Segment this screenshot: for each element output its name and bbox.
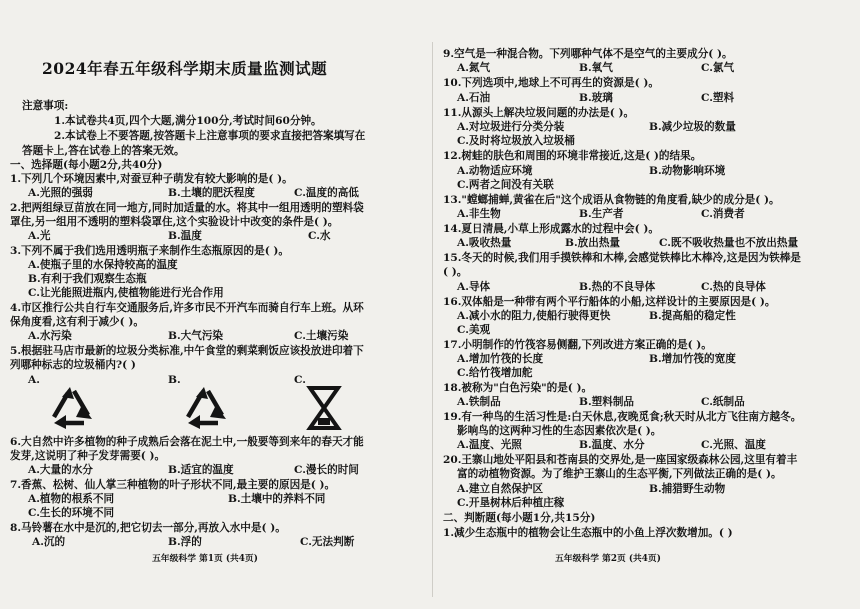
q1-option-a: A.光照的强弱	[28, 187, 93, 199]
question-15-cont: ( )。	[443, 266, 468, 278]
q2-option-b: B.温度	[168, 230, 202, 242]
q18-option-b: B.塑料制品	[579, 396, 635, 408]
q7-option-c: C.生长的环境不同	[28, 507, 115, 519]
q1-option-b: B.土壤的肥沃程度	[168, 187, 255, 199]
question-7: 7.香蕉、松树、仙人掌三种植物的叶子形状不同,最主要的原因是( )。	[10, 479, 336, 491]
question-4-cont: 保角度看,这有利于减少( )。	[10, 316, 144, 328]
q9-option-a: A.氮气	[457, 62, 491, 74]
question-14: 14.夏日清晨,小草上形成露水的过程中会( )。	[443, 223, 659, 235]
q9-option-b: B.氧气	[579, 62, 613, 74]
q5-option-a: A.	[28, 374, 40, 386]
note-line: 1.本试卷共4页,四个大题,满分100分,考试时间60分钟。	[54, 115, 322, 127]
q1-option-c: C.温度的高低	[294, 187, 359, 199]
question-19: 19.有一种鸟的生活习性是:白天休息,夜晚觅食;秋天时从北方飞往南方越冬。	[443, 411, 802, 423]
question-8: 8.马铃薯在水中是沉的,把它切去一部分,再放入水中是( )。	[10, 522, 286, 534]
q8-option-c: C.无法判断	[300, 536, 355, 548]
q18-option-c: C.纸制品	[701, 396, 745, 408]
q17-option-c: C.给竹筏增加舵	[457, 367, 533, 379]
question-3: 3.下列不属于我们选用透明瓶子来制作生态瓶原因的是( )。	[10, 245, 290, 257]
question-15: 15.冬天的时候,我们用手摸铁棒和木棒,会感觉铁棒比木棒冷,这是因为铁棒是	[443, 252, 801, 264]
q12-option-b: B.动物影响环境	[649, 165, 726, 177]
q8-option-b: B.浮的	[168, 536, 202, 548]
q14-option-c: C.既不吸收热量也不放出热量	[659, 237, 799, 249]
q15-option-b: B.热的不良导体	[579, 281, 656, 293]
q19-option-b: B.温度、水分	[579, 439, 645, 451]
column-divider	[432, 42, 433, 597]
q19-option-a: A.温度、光照	[457, 439, 522, 451]
q6-option-a: A.大量的水分	[28, 464, 93, 476]
q7-option-a: A.植物的根系不同	[28, 493, 115, 505]
q7-option-b: B.土壤中的养料不同	[228, 493, 326, 505]
q15-option-c: C.热的良导体	[701, 281, 766, 293]
question-17: 17.小明制作的竹筏容易侧翻,下列改进方案正确的是( )。	[443, 339, 712, 351]
q20-option-c: C.开垦树林后种植庄稼	[457, 497, 565, 509]
question-13: 13."螳螂捕蝉,黄雀在后"这个成语从食物链的角度看,缺少的成分是( )。	[443, 194, 780, 206]
page-footer: 五年级科学 第1页 (共4页)	[152, 554, 258, 564]
q13-option-b: B.生产者	[579, 208, 624, 220]
question-16: 16.双体船是一种带有两个平行船体的小船,这样设计的主要原因是( )。	[443, 296, 776, 308]
question-5: 5.根据驻马店市最新的垃圾分类标准,中午食堂的剩菜剩饭应该投放进印着下	[10, 345, 364, 357]
q12-option-a: A.动物适应环境	[457, 165, 533, 177]
question-18: 18.被称为"白色污染"的是( )。	[443, 382, 593, 394]
section-heading: 二、判断题(每小题1分,共15分)	[443, 512, 596, 524]
question-6: 6.大自然中许多植物的种子成熟后会落在泥土中,一般要等到来年的春天才能	[10, 436, 364, 448]
question-2: 2.把两组绿豆苗放在同一地方,同时加适量的水。将其中一组用透明的塑料袋	[10, 202, 364, 214]
question-20-cont: 富的动植物资源。为了维护王寨山的生态平衡,下列做法正确的是( )。	[457, 468, 782, 480]
notes-heading: 注意事项:	[22, 100, 69, 112]
q10-option-c: C.塑料	[701, 92, 735, 104]
page-footer: 五年级科学 第2页 (共4页)	[555, 554, 661, 564]
q12-option-c: C.两者之间没有关联	[457, 179, 554, 191]
q10-option-b: B.玻璃	[579, 92, 613, 104]
question-20: 20.王寨山地处平阳县和苍南县的交界处,是一座国家级森林公园,这里有着丰	[443, 454, 798, 466]
q9-option-c: C.氯气	[701, 62, 735, 74]
question-9: 9.空气是一种混合物。下列哪种气体不是空气的主要成分( )。	[443, 48, 733, 60]
q4-option-b: B.大气污染	[168, 330, 224, 342]
q6-option-c: C.漫长的时间	[294, 464, 359, 476]
question-19-cont: 影响鸟的这两种习性的生态因素依次是( )。	[457, 425, 662, 437]
q6-option-b: B.适宜的温度	[168, 464, 234, 476]
question-1: 1.下列几个环境因素中,对蚕豆种子萌发有较大影响的是( )。	[10, 173, 293, 185]
note-line: 2.本试卷上不要答题,按答题卡上注意事项的要求直接把答案填写在	[54, 130, 366, 142]
hazardous-waste-icon	[304, 384, 344, 432]
q2-option-a: A.光	[28, 230, 51, 242]
q17-option-b: B.增加竹筏的宽度	[649, 353, 736, 365]
q14-option-a: A.吸收热量	[457, 237, 512, 249]
section-heading: 一、选择题(每小题2分,共40分)	[10, 159, 163, 171]
question-11: 11.从源头上解决垃圾问题的办法是( )。	[443, 107, 635, 119]
q11-option-b: B.减少垃圾的数量	[649, 121, 736, 133]
page-title: 2024年春五年级科学期末质量监测试题	[42, 59, 328, 78]
question-10: 10.下列选项中,地球上不可再生的资源是( )。	[443, 77, 659, 89]
recycle-symbol-icon	[178, 385, 238, 433]
q19-option-c: C.光照、温度	[701, 439, 766, 451]
note-line: 答题卡上,答在试卷上的答案无效。	[22, 145, 185, 157]
recycle-symbol-icon	[44, 385, 104, 433]
q2-option-c: C.水	[308, 230, 331, 242]
q16-option-a: A.减小水的阻力,使船行驶得更快	[457, 310, 611, 322]
q5-option-c: C.	[294, 374, 306, 386]
question-12: 12.树蛙的肤色和周围的环境非常接近,这是( )的结果。	[443, 150, 702, 162]
question-5-cont: 列哪种标志的垃圾桶内?( )	[10, 359, 136, 371]
question-6-cont: 发芽,这说明了种子发芽需要( )。	[10, 450, 166, 462]
q20-option-a: A.建立自然保护区	[457, 483, 544, 495]
q3-option-c: C.让光能照进瓶内,使植物能进行光合作用	[28, 287, 224, 299]
q10-option-a: A.石油	[457, 92, 491, 104]
q3-option-b: B.有利于我们观察生态瓶	[28, 273, 147, 285]
q20-option-b: B.捕猎野生动物	[649, 483, 726, 495]
q13-option-a: A.非生物	[457, 208, 501, 220]
q11-option-a: A.对垃圾进行分类分装	[457, 121, 565, 133]
q16-option-b: B.提高船的稳定性	[649, 310, 736, 322]
q18-option-a: A.铁制品	[457, 396, 501, 408]
q16-option-c: C.美观	[457, 324, 491, 336]
q3-option-a: A.使瓶子里的水保持较高的温度	[28, 259, 178, 271]
q14-option-b: B.放出热量	[565, 237, 621, 249]
q11-option-c: C.及时将垃圾放入垃圾桶	[457, 135, 575, 147]
judge-question-1: 1.减少生态瓶中的植物会让生态瓶中的小鱼上浮次数增加。( )	[443, 527, 733, 539]
q8-option-a: A.沉的	[32, 536, 66, 548]
q13-option-c: C.消费者	[701, 208, 745, 220]
q4-option-c: C.土壤污染	[294, 330, 349, 342]
q5-option-b: B.	[168, 374, 181, 386]
question-4: 4.市区推行公共自行车交通服务后,许多市民不开汽车而骑自行车上班。从环	[10, 302, 364, 314]
q4-option-a: A.水污染	[28, 330, 72, 342]
q17-option-a: A.增加竹筏的长度	[457, 353, 544, 365]
question-2-cont: 罩住,另一组用不透明的塑料袋罩住,这个实验设计中改变的条件是( )。	[10, 216, 339, 228]
q15-option-a: A.导体	[457, 281, 491, 293]
